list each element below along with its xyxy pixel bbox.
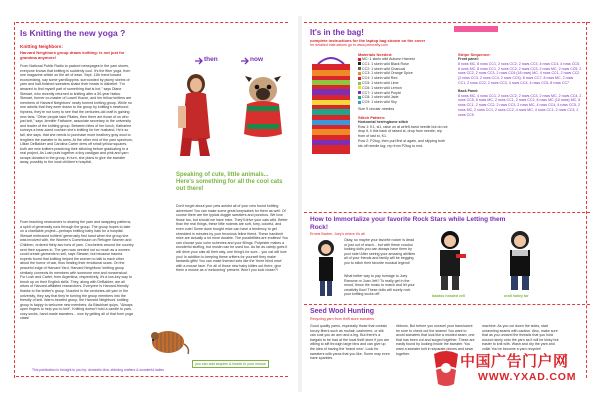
bag-intro: complete instructions for the laptop bag shown on the cover	[310, 38, 426, 43]
needles-info: Size 9 circular needles	[358, 106, 395, 111]
bottom-dashed-rule	[16, 376, 288, 377]
seed-body-1: Good quality yarns, especially those that contain luxury fibers such as mohair, cashmere, or silk can cost you an arm and a leg. But there's a bargain to be had at the local thrift store if you are willing to sift through large bins and can give up the idea of having the 'brand new'. Look for sweaters with yarns that you like. Some may even have sparkles.	[310, 324, 390, 361]
color-swatch	[358, 62, 361, 65]
pug-sweater-photo	[238, 68, 288, 140]
stitch-title: Stitch Pattern:	[358, 114, 386, 120]
material-item: CC3: 1 skein wild Orange Spice	[358, 71, 448, 76]
materials-title: Materials Needed:	[358, 52, 393, 57]
spine-gutter	[298, 16, 302, 392]
stitch-row2: Row 2: P2tog, then purl first st again, and slipping both sts off needle tog; rep from P2tog to end.	[358, 138, 446, 148]
rock-doll-photo-3	[500, 228, 540, 292]
page-footer: This publication is brought to you by: domestic diva, stitching crafters & wonderful ladies	[32, 368, 164, 372]
pink-ribbon	[454, 26, 498, 32]
right-dashed-rule	[586, 22, 587, 378]
rock-body-b: What better way to pay homage to Joey Ramone or Joan Jett? To really get in the mood, throw the music to match and let your creativity flow! These dolls will surely rock your knitting socks off!	[344, 274, 415, 297]
front-panel-label: Front panel:	[458, 57, 479, 61]
pets-body: Don't forget about your pets amidst all of your new found knitting adventure! You can make some great keepsakes for them as well. Of course there are the typical doggie sweaters and ponchos. We love those too, but should we have mice. They'll drive your cats wild. Better than the real things, these little rodents are soft, furry, colorful, and even cute! Some done bought mice can have a tendency to get shredded in minutes by your ferocious feline friend. These handknit mice are actually a lot more durable. The possibilities are endless! You can choose your color schemes and your fillings. Polyester makes a wonderful stuffing, but muslin can be used too. As far as catnip goes it will drive your cats all their way, one thing's for sure... you cat will love you! In addition to keeping these critters for yourself they make fantastic gifts! You can make themed sets like the 'three blind mice' with a mouse face. For all of those new baby kitties out there, give them a mouse as a 'welcoming' present. Won't you look closer?!	[176, 204, 288, 273]
material-item: CC4: 1 skein wild Red	[358, 76, 448, 81]
color-swatch	[358, 82, 361, 85]
watermark-logo-icon	[430, 348, 462, 388]
back-panel-label: Back Panel:	[458, 88, 479, 93]
seed-body-2: ribbons. But before you unravel your translucent be sure to check out the seams! You want to avoid sweaters that look like a molded seam, one that has been cut and surged together. These are easily found by looking inside the sweater. You want a sweater knit in separate pieces and sewn together.	[396, 324, 475, 356]
material-item: CC8: 1 skein wild Jade	[358, 95, 448, 100]
rock-headline: How to Immortalize your favorite Rock Stars while Letting them Rock!	[310, 216, 506, 231]
left-page	[8, 22, 296, 382]
stitch-sub: Horizontal herringbone stitch	[358, 119, 409, 124]
color-swatch	[358, 58, 361, 61]
color-swatch	[358, 67, 361, 70]
material-item: CC9: 1 skein wild Sky	[358, 100, 448, 105]
then-label: then	[204, 56, 218, 63]
color-swatch	[358, 96, 361, 99]
pets-headline: Speaking of cute, little animals... Here's something for all the cool cats out there!	[176, 172, 283, 192]
lower-dashed-rule	[304, 304, 590, 305]
seed-headline: Seed Wool Hunting	[310, 308, 375, 315]
color-swatch	[358, 77, 361, 80]
seed-sub: Recycling yarn from thrift store sweaters	[310, 317, 375, 321]
color-swatch	[358, 72, 361, 75]
seed-body-3: machine. As you cut down the sides, start unraveling seams with caution. Also, make sure that as you unravel the threads that you hold wound nicely onto the yarn as it will be kinky but easier to knit with. Wash and dry the yarn and voila! You've become a yarn recycler!	[482, 324, 559, 351]
doll-caption-2: oralt hailey tar	[504, 294, 529, 298]
back-panel-body: 8 rows MC, 4 rows CC1, 2 rows CC2, 2 rows CC3, 2 rows MC, 2 rows CC4, 2 rows CC5, 8 rows MC, 2 rows CC1, 2 rows CC2, 8 rows MC (10 rows) MC, 8 rows CC1, 2 rows CC2, 2 rows CC3, 2 rows MC, 4 rows CC4, 4 rows CC5, 2 rows MC, 2 rows CC1, 2 rows CC2, 4 rows MC, 4 rows CC1, 2 rows CC3, 2 rows CC5	[458, 93, 582, 117]
now-label: now	[250, 56, 263, 63]
right-page	[304, 22, 594, 382]
bag-title: It's in the bag!	[310, 28, 364, 37]
rock-body-a: Okay, so maybe your favorite rocker is dead or just out of reach... but with these voodoo looking dolls you can always have them by your side! After seeing your amazing abilities all of your friends and family will be begging you to stitch their favorite musical legend!	[344, 238, 416, 265]
doll-caption-1: badass headed cell	[432, 294, 465, 298]
material-item: CC2: 1 skein wild Charcoal	[358, 67, 448, 72]
article-body-1: From National Public Radio to packed newspages in the yarn stores, everyone knows that knitting is suddenly cool. It's the fiber yoga, from one magazine article on the art of ease. Sept. 11th trend toward economizing, say some yarnBoppins. surrounded by plump skeins of yarn and half-finished sweaters shake their heads in disbelief. "I'm amazed to find myself part of something that is hot," says Diane Stewart, who recently returned to knitting after a 50-year hiatus. Stewart, former co-master of Lowell House, and her fellow knitters are members of Harvard Neighbors' newly formed knitting group. While no one admits that they were drawn to the group by knitting's newfound hipness, they're not sorry to see that the centuries-old craft is gaining new fans. "Other people take Pilates, then there are those of us who just knit," says Jennifer Fathacre, associate secretary to the university and leader of the knitting group. Between bites of her lunch, Katharine surveys a bear-sized cushion she's knitting for her husband. He's so tall, she says, that she needs to purchase more heathery gray wool to lengthen the sweater in its arms. At the other end of the yarn spectrum, Lillian DeBakker and Carolina Carter drew off small yellow squares, both are new knitters practicing their stitching before graduating to a real project. As Lush puts together a tiny cardigan and pink and yarn scraps donated to the group, in turn, she plans to give the sweater away, possibly to the local children's hospital.	[20, 64, 133, 165]
woman-knitwear-photo	[166, 68, 224, 158]
material-item: CC7: 1 skein wild Purple	[358, 91, 448, 96]
top-dashed-rule	[304, 22, 590, 23]
rock-doll-photo-1	[312, 238, 340, 298]
color-swatch	[358, 101, 361, 104]
rock-author: Ernest Barber, Joey's where it's at!	[310, 232, 366, 236]
kicker: Knitting Neighbors:	[20, 44, 63, 49]
material-item: CC5: 1 skein wild Lime	[358, 81, 448, 86]
striped-bag-photo	[310, 52, 352, 158]
color-swatch	[358, 86, 361, 89]
watermark-cn: 中国广告门户网	[460, 353, 569, 370]
material-item: CC1: 1 skein wild Black Rose	[358, 62, 448, 67]
mid-dashed-rule	[304, 212, 590, 213]
article-body-2: From teaching newcomers to sharing the yarn and swapping patterns, a spirit of generosity runs through the group. The group hopes to take on a charitable project—perhaps knitting baby hats for a hospital. Stewart embraced knitters' generosity first hand when the group she was involved with, the Women's Commission on Refugee Women and Children, ordered thirty-two tons of yarn. Crocheters around the country sent their squares in. The yarn was needed not so much as a women could create garments to sell, says Stewart, but because trauma experts found that knitting helped the women to talk to each other about the horror of war, thus healing their emotional scars. On the peaceful edge of Harvard Yard, Harvard Neighbors' knitting group similarly connects its members with someone new and nonsensical. For Lush and Carter, from Argentina, respectively, it's a low-key way to brush up on their English skills. They, along with DeBakker, are all wives of Harvard-affiliated researchers. Everyone is Harvard-friendly thanks to the knitter's group. Nuzzled in the centuries-old yarn in the university, they say that they're turning the group members into the friendly of knit. Warm-hearted group, the Harvard Neighbors' knitting group is happy to welcome new members. As Blackhart quips, "Always open fingers to help you to knit". Knitting doesn't hold a candle to yarn, cozy socks, hand-made sweaters... now by getting all of that from yoga class!	[20, 220, 134, 321]
top-dashed-rule	[16, 22, 288, 23]
rock-doll-photo-2	[430, 228, 470, 292]
mouse-caption: you can add sequins & beads to your mouse	[192, 360, 269, 368]
materials-list	[358, 57, 448, 105]
color-swatch	[358, 91, 361, 94]
stitch-row1: Row 1: K1, sl1, raise on at wrfefl-hand needle but do not drop it, k this back of raised st, drop from needle; rep from of last st, K1.	[358, 124, 448, 139]
watermark-url: WWW.YXAD.COM	[478, 371, 577, 383]
knit-mouse-photo	[146, 322, 192, 358]
arrow-right-icon	[194, 56, 204, 66]
material-item: MC: 1 skein wild Autumn Harvest	[358, 57, 448, 62]
arrow-right-icon	[240, 56, 250, 66]
left-dashed-rule	[14, 22, 15, 378]
stripe-title: Stripe Sequence:	[458, 52, 491, 57]
kicker-sub: Harvard Neighbors group draws knitting: is not just for grandma anymore!	[20, 50, 125, 60]
material-item: CC6: 1 skein wild Lemon	[358, 86, 448, 91]
page-title: Is Knitting the new yoga ?	[20, 28, 126, 38]
magazine-spread	[8, 8, 594, 392]
stripe-body: 8 rows MC, 8 rows CC1, 2 rows CC2, 2 rows CC3, 4 rows CC4, 4 rows CC5, 8 rows MC, 8 rows CC1, 2 rows CC2, 2 rows CC3, 2 rows MC, 2 rows CC5, 2 rows CC2, 2 rows CC3, 2 rows CC6 (18 rows) MC, 4 rows CC1, 2 rows CC2 (2 rows CC3, 2 rows CC4, 2 rows CC5), 8 rows CC7, 8 rows MC, 2 rows CC1, 2 rows CC2, 2 rows CC3, 4 rows CC4, 4 rows CC5, 8 rows CC7	[458, 61, 582, 85]
bag-intro-link[interactable]: for detailed instructions go to www.peecrafty.com	[310, 43, 388, 47]
